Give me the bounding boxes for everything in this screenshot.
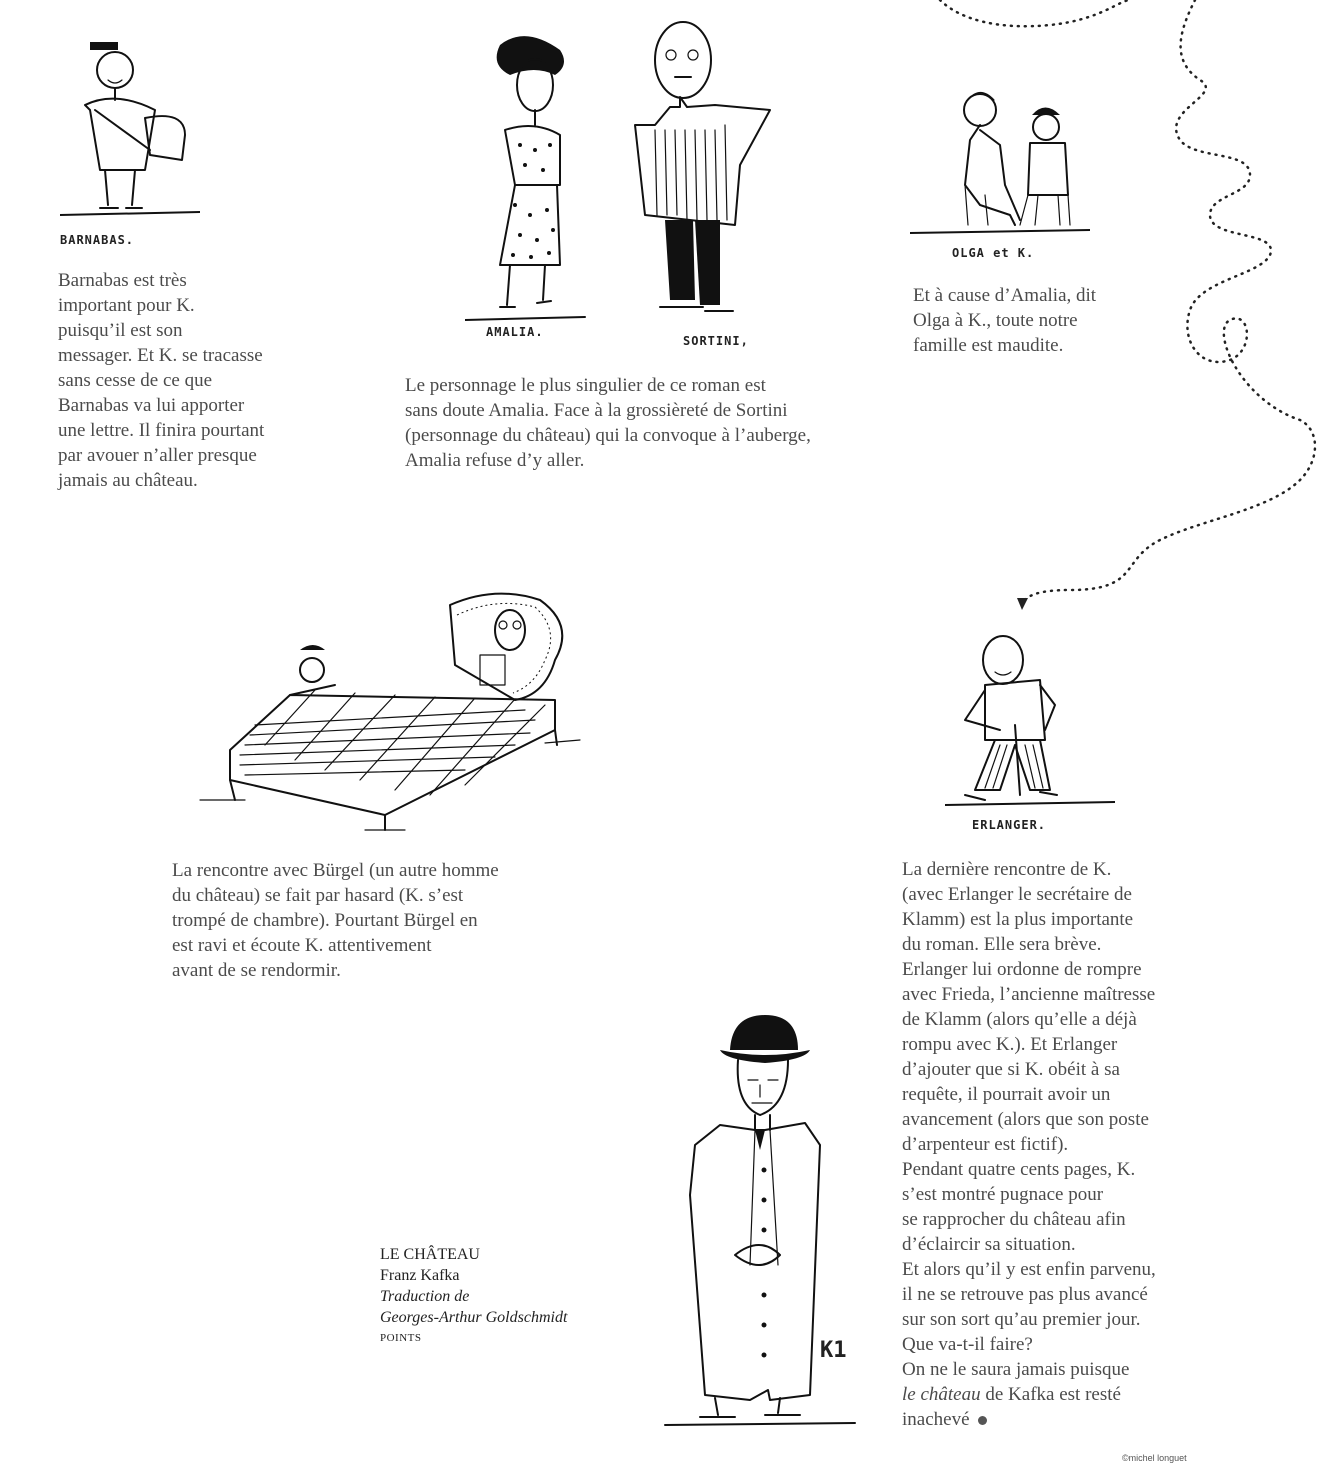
signature-k: K1 <box>820 1338 847 1363</box>
text-line: On ne le saura jamais puisque <box>902 1359 1130 1380</box>
caption-erlanger: ERLANGER. <box>972 818 1047 832</box>
text-line: avec Frieda, l’ancienne maîtresse <box>902 984 1156 1005</box>
text-line: Le personnage le plus singulier de ce roman est <box>405 375 766 396</box>
text-line: d’ajouter que si K. obéit à sa <box>902 1059 1120 1080</box>
text-line: par avouer n’aller presque <box>58 445 257 466</box>
book-author: Franz Kafka <box>380 1267 460 1284</box>
publisher: POINTS <box>380 1332 422 1344</box>
text-line: avant de se rendormir. <box>172 960 341 981</box>
olga-text <box>913 283 1096 358</box>
text-line: Et à cause d’Amalia, dit <box>913 285 1097 306</box>
text-line: est ravi et écoute K. attentivement <box>172 935 432 956</box>
caption-sortini: SORTINI, <box>683 334 749 348</box>
text-line: Barnabas est très <box>58 270 187 291</box>
text-line: de Klamm (alors qu’elle a déjà <box>902 1009 1137 1030</box>
text-line: Barnabas va lui apporter <box>58 395 245 416</box>
text-line: d’arpenteur est fictif). <box>902 1134 1069 1155</box>
text-line: trompé de chambre). Pourtant Bürgel en <box>172 910 478 931</box>
text-line: (personnage du château) qui la convoque à l’auberge, <box>405 425 811 446</box>
translation-label: Traduction de <box>380 1288 470 1305</box>
text-line <box>902 1407 1156 1432</box>
text-line <box>902 1382 1156 1407</box>
end-dot <box>978 1416 987 1425</box>
barnabas-text <box>58 268 264 493</box>
text-line: La rencontre avec Bürgel (un autre homme <box>172 860 499 881</box>
text-line: du roman. Elle sera brève. <box>902 934 1102 955</box>
text-line: Olga à K., toute notre <box>913 310 1078 331</box>
text-fragment: inachevé <box>902 1409 970 1430</box>
book-title: LE CHÂTEAU <box>380 1246 480 1263</box>
text-line: Erlanger lui ordonne de rompre <box>902 959 1142 980</box>
text-line: une lettre. Il finira pourtant <box>58 420 265 441</box>
text-line: se rapprocher du château afin <box>902 1209 1126 1230</box>
olga-k-drawing <box>910 85 1090 240</box>
burgel-text <box>172 858 499 983</box>
text-line: il ne se retrouve pas plus avancé <box>902 1284 1148 1305</box>
book-credits <box>380 1244 567 1349</box>
text-line: important pour K. <box>58 295 195 316</box>
k-drawing <box>660 1005 860 1435</box>
book-title-italic: le château <box>902 1384 981 1405</box>
text-line: Amalia refuse d’y aller. <box>405 450 585 471</box>
amalia-drawing <box>465 25 595 325</box>
amalia-text <box>405 373 811 473</box>
text-line: sans cesse de ce que <box>58 370 213 391</box>
text-line: avancement (alors que son poste <box>902 1109 1149 1130</box>
text-line: Et alors qu’il y est enfin parvenu, <box>902 1259 1156 1280</box>
text-line: requête, il pourrait avoir un <box>902 1084 1111 1105</box>
copyright: ©michel longuet <box>1122 1453 1187 1463</box>
text-line: Klamm) est la plus importante <box>902 909 1134 930</box>
text-line: rompu avec K.). Et Erlanger <box>902 1034 1118 1055</box>
text-line: s’est montré pugnace pour <box>902 1184 1104 1205</box>
text-line: du château) se fait par hasard (K. s’est <box>172 885 464 906</box>
translator-name: Georges-Arthur Goldschmidt <box>380 1309 568 1326</box>
erlanger-drawing <box>945 630 1115 810</box>
caption-barnabas: BARNABAS. <box>60 233 135 247</box>
text-line: Pendant quatre cents pages, K. <box>902 1159 1136 1180</box>
text-line: puisqu’il est son <box>58 320 183 341</box>
erlanger-text <box>902 857 1156 1432</box>
text-line: messager. Et K. se tracasse <box>58 345 263 366</box>
text-line: sur son sort qu’au premier jour. <box>902 1309 1141 1330</box>
text-line: Que va-t-il faire? <box>902 1334 1033 1355</box>
barnabas-drawing <box>60 30 200 220</box>
sortini-drawing <box>625 15 775 320</box>
text-fragment: de Kafka est resté <box>980 1384 1121 1405</box>
burgel-bed-drawing <box>195 585 585 835</box>
caption-amalia: AMALIA. <box>486 325 544 339</box>
caption-olga-k: OLGA et K. <box>952 246 1035 260</box>
text-line: famille est maudite. <box>913 335 1064 356</box>
text-line: jamais au château. <box>58 470 198 491</box>
text-line: d’éclaircir sa situation. <box>902 1234 1076 1255</box>
text-line: La dernière rencontre de K. <box>902 859 1112 880</box>
text-line: sans doute Amalia. Face à la grossièreté de Sortini <box>405 400 788 421</box>
text-line: (avec Erlanger le secrétaire de <box>902 884 1132 905</box>
